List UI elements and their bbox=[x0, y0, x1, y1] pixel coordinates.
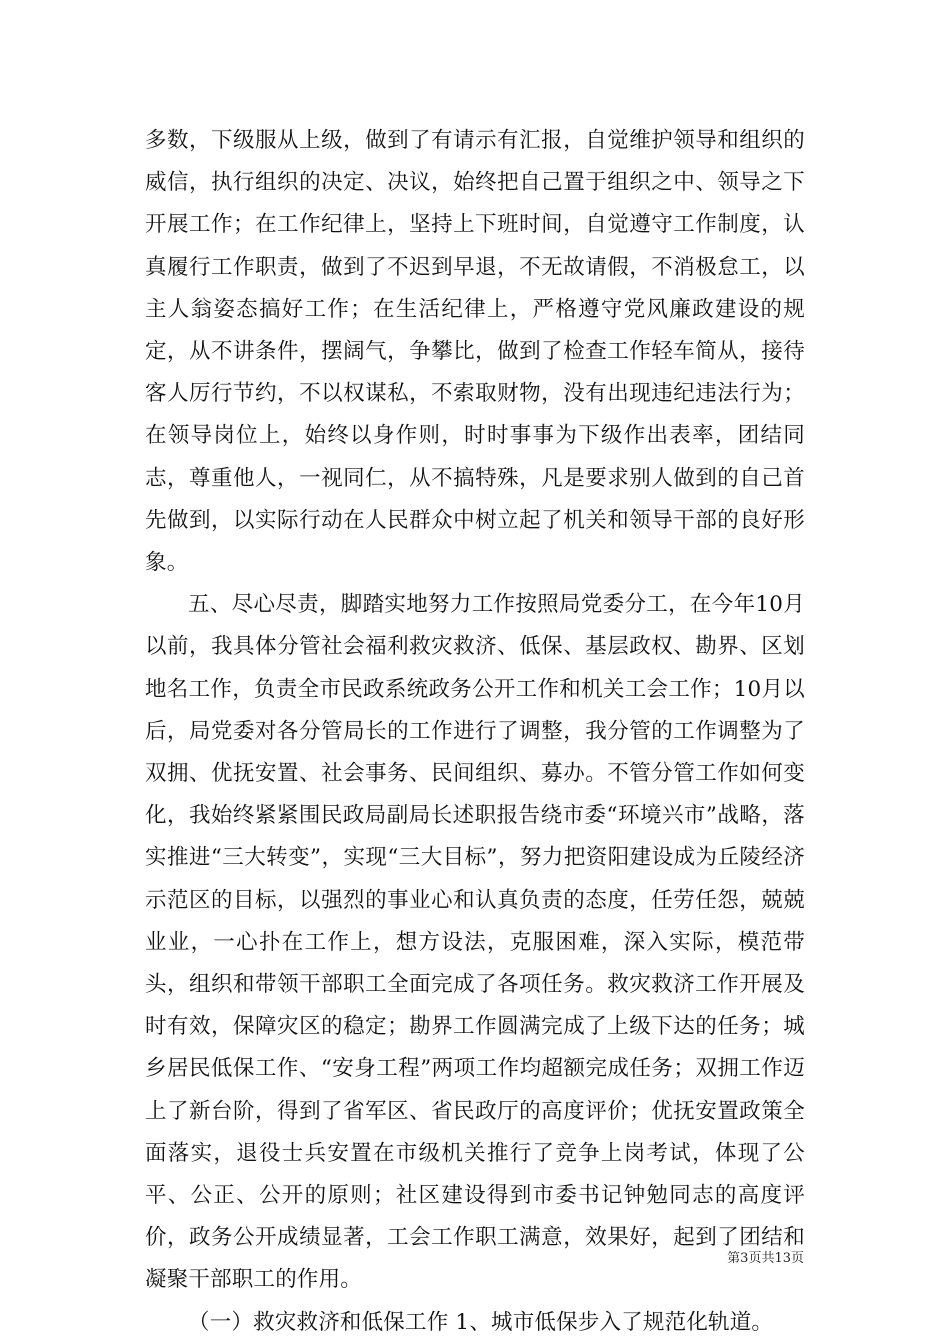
paragraph-discipline: 多数，下级服从上级，做到了有请示有汇报，自觉维护领导和组织的威信，执行组织的决定、决议，始终把自己置于组织之中、领导之下开展工作；在工作纪律上，坚持上下班时间，自觉遵守工作制度，认真履行工作职责，做到了不迟到早退，不无故请假，不消极怠工，以主人翁姿态搞好工作；在生活纪律上，严格遵守党风廉政建设的规定，从不讲条件，摆阔气，争攀比，做到了检查工作轻车简从，接待客人厉行节约，不以权谋私，不索取财物，没有出现违纪违法行为；在领导岗位上，始终以身作则，时时事事为下级作出表率，团结同志，尊重他人，一视同仁，从不搞特殊，凡是要求别人做到的自己首先做到，以实际行动在人民群众中树立起了机关和领导干部的良好形象。 bbox=[145, 128, 805, 576]
paragraph-subsection-one: （一）救灾救济和低保工作 1、城市低保步入了规范化轨道。 bbox=[188, 1309, 774, 1335]
paragraph-section-five: 五、尽心尽责，脚踏实地努力工作按照局党委分工，在今年10月以前，我具体分管社会福利救灾救济、低保、基层政权、勘界、区划地名工作，负责全市民政系统政务公开工作和机关工会工作；10月以后，局党委对各分管局长的工作进行了调整，我分管的工作调整为了双拥、优抚安置、社会事务、民间组织、募办。不管分管工作如何变化，我始终紧紧围民政局副局长述职报告绕市委“环境兴市”战略，落实推进“三大转变”，实现“三大目标”，努力把资阳建设成为丘陵经济示范区的目标，以强烈的事业心和认真负责的态度，任劳任怨，兢兢业业，一心扑在工作上，想方设法，克服困难，深入实际，模范带头，组织和带领干部职工全面完成了各项任务。救灾救济工作开展及时有效，保障灾区的稳定；勘界工作圆满完成了上级下达的任务；城乡居民低保工作、“安身工程”两项工作均超额完成任务；双拥工作迈上了新台阶，得到了省军区、省民政厅的高度评价；优抚安置政策全面落实，退役士兵安置在市级机关推行了竞争上岗考试，体现了公平、公正、公开的原则；社区建设得到市委书记钟勉同志的高度评价，政务公开成绩显著，工会工作职工满意，效果好，起到了团结和凝聚干部职工的作用。 bbox=[145, 592, 805, 1293]
document-body bbox=[145, 120, 805, 1344]
page-number-footer: 第3页共13页 bbox=[727, 1251, 804, 1266]
